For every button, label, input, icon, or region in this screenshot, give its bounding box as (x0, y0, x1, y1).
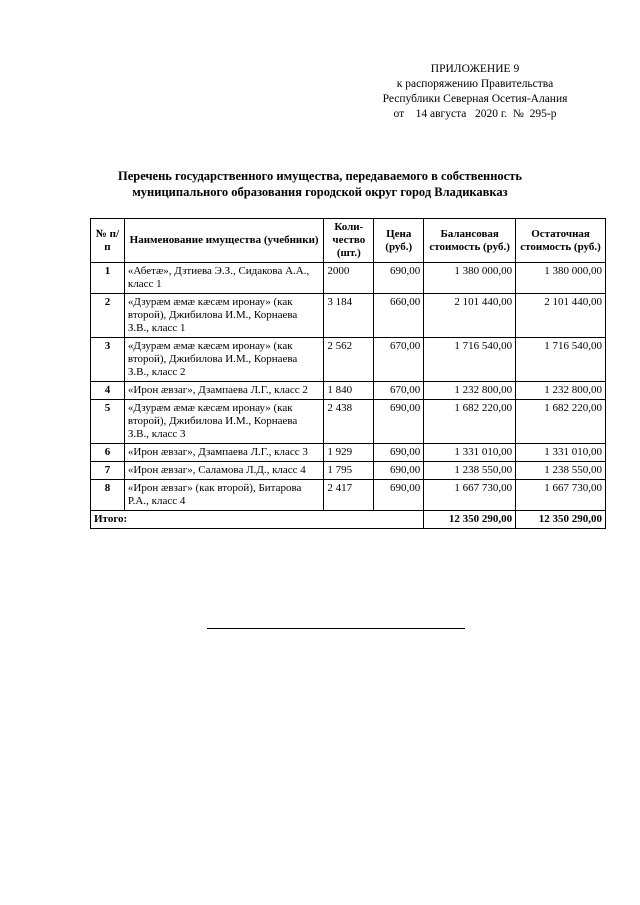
row-residual: 2 101 440,00 (516, 294, 606, 338)
row-name: «Ирон æвзаг», Дзампаева Л.Г., класс 3 (124, 444, 323, 462)
appendix-number: ПРИЛОЖЕНИЕ 9 (430, 63, 520, 75)
row-name: «Ирон æвзаг», Саламова Л.Д., класс 4 (124, 462, 323, 480)
table-row (91, 338, 606, 382)
row-balance: 1 682 220,00 (424, 400, 516, 444)
row-qty: 2 562 (324, 338, 374, 382)
table-header-row (91, 219, 606, 263)
row-price: 670,00 (374, 338, 424, 382)
appendix-date-number: от 14 августа 2020 г. № 295-р (393, 108, 557, 120)
row-residual: 1 682 220,00 (516, 400, 606, 444)
row-balance: 2 101 440,00 (424, 294, 516, 338)
col-header-balance: Балансовая стоимость (руб.) (424, 219, 516, 263)
row-price: 690,00 (374, 263, 424, 294)
row-qty: 1 840 (324, 382, 374, 400)
row-balance: 1 331 010,00 (424, 444, 516, 462)
appendix-reference: к распоряжению Правительства (396, 78, 554, 90)
col-header-residual: Остаточная стоимость (руб.) (516, 219, 606, 263)
row-residual: 1 716 540,00 (516, 338, 606, 382)
row-num: 2 (91, 294, 125, 338)
total-label: Итого: (91, 511, 424, 529)
table-row (91, 480, 606, 511)
row-price: 690,00 (374, 480, 424, 511)
appendix-header (360, 62, 590, 122)
row-price: 690,00 (374, 444, 424, 462)
document-title (60, 168, 580, 200)
row-num: 1 (91, 263, 125, 294)
row-balance: 1 238 550,00 (424, 462, 516, 480)
col-header-price: Цена (руб.) (374, 219, 424, 263)
row-name: «Дзурæм æмæ кæсæм иронау» (как второй), Джибилова И.М., Корнаева З.В., класс 3 (124, 400, 323, 444)
table-row (91, 382, 606, 400)
signature-separator-line (207, 628, 465, 629)
row-residual: 1 232 800,00 (516, 382, 606, 400)
table-row (91, 444, 606, 462)
row-name: «Дзурæм æмæ кæсæм иронау» (как второй), Джибилова И.М., Корнаева З.В., класс 1 (124, 294, 323, 338)
row-balance: 1 667 730,00 (424, 480, 516, 511)
col-header-qty: Коли-чество (шт.) (324, 219, 374, 263)
row-qty: 1 795 (324, 462, 374, 480)
row-residual: 1 667 730,00 (516, 480, 606, 511)
row-qty: 1 929 (324, 444, 374, 462)
table-row (91, 263, 606, 294)
row-name: «Дзурæм æмæ кæсæм иронау» (как второй), Джибилова И.М., Корнаева З.В., класс 2 (124, 338, 323, 382)
appendix-government: Республики Северная Осетия-Алания (382, 93, 568, 105)
row-num: 6 (91, 444, 125, 462)
row-price: 660,00 (374, 294, 424, 338)
row-num: 5 (91, 400, 125, 444)
document-title-line-2: муниципального образования городской округ город Владикавказ (132, 185, 508, 199)
row-qty: 2 438 (324, 400, 374, 444)
row-qty: 2000 (324, 263, 374, 294)
total-balance: 12 350 290,00 (424, 511, 516, 529)
row-qty: 2 417 (324, 480, 374, 511)
row-price: 690,00 (374, 400, 424, 444)
property-table (90, 218, 606, 529)
col-header-num: № п/п (91, 219, 125, 263)
total-row (91, 511, 606, 529)
row-name: «Ирон æвзаг» (как второй), Битарова Р.А., класс 4 (124, 480, 323, 511)
total-residual: 12 350 290,00 (516, 511, 606, 529)
row-residual: 1 331 010,00 (516, 444, 606, 462)
row-num: 4 (91, 382, 125, 400)
row-num: 8 (91, 480, 125, 511)
table-row (91, 462, 606, 480)
row-price: 690,00 (374, 462, 424, 480)
document-title-line-1: Перечень государственного имущества, передаваемого в собственность (118, 169, 522, 183)
row-balance: 1 380 000,00 (424, 263, 516, 294)
row-balance: 1 232 800,00 (424, 382, 516, 400)
row-residual: 1 380 000,00 (516, 263, 606, 294)
row-price: 670,00 (374, 382, 424, 400)
row-num: 3 (91, 338, 125, 382)
row-residual: 1 238 550,00 (516, 462, 606, 480)
table-row (91, 294, 606, 338)
table-row (91, 400, 606, 444)
row-name: «Абетæ», Дзтиева Э.З., Сидакова А.А., класс 1 (124, 263, 323, 294)
row-num: 7 (91, 462, 125, 480)
row-name: «Ирон æвзаг», Дзампаева Л.Г., класс 2 (124, 382, 323, 400)
row-qty: 3 184 (324, 294, 374, 338)
row-balance: 1 716 540,00 (424, 338, 516, 382)
col-header-name: Наименование имущества (учебники) (124, 219, 323, 263)
